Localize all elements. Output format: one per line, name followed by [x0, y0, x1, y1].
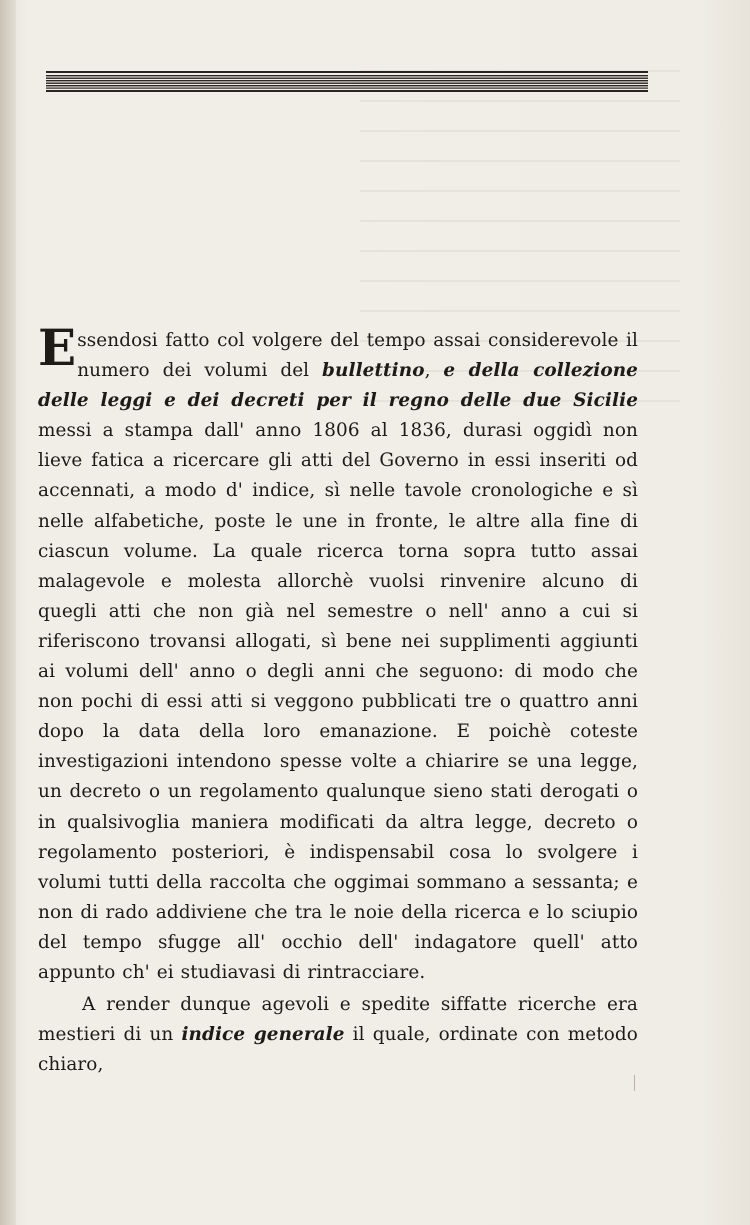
paragraph-1-text-b: , — [424, 360, 444, 382]
italic-bullettino: bullettino — [322, 360, 425, 382]
margin-mark — [634, 1075, 635, 1091]
paragraph-2-text-b: il quale, ordinate con metodo chiaro, — [38, 1024, 638, 1076]
italic-indice-generale: indice generale — [181, 1024, 345, 1046]
binding-edge — [0, 0, 16, 1225]
paragraph-1-text-c: messi a stampa dall' anno 1806 al 1836, durasi oggidì non lieve fatica a ricercare gli atti del Governo in essi inseriti od accennati, a modo d' indice, sì nelle tavole cronologiche e sì nelle alfabetiche, poste le une in fronte, le altre alla fine di ciascun volume. La quale ricerca torna sopra tutto assai malagevole e molesta allorchè vuolsi rinvenire alcuno di quegli atti che non già nel semestre o nell' anno a cui si riferiscono trovansi allogati, sì bene nei supplimenti aggiunti ai volumi dell' anno o degli anni che seguono: di modo che non pochi di essi atti si veggono pubblicati tre o quattro anni dopo la data della loro emanazione. E poichè coteste investigazioni intendono spesse volte a chiarire se una legge, un decreto o un regolamento qualunque sieno stati derogati o in qualsivoglia maniera modificati da altra legge, decreto o regolamento posteriori, è indispensabil cosa lo svolgere i volumi tutti della raccolta che oggimai sommano a sessanta; e non di rado addiviene che tra le noie della ricerca e lo sciupio del tempo sfugge all' occhio dell' indagatore quell' atto appunto ch' ei studiavasi di rintracciare. — [38, 420, 638, 983]
paragraph-2-text-a: A render dunque agevoli e spedite siffatte ricerche era mestieri di un — [38, 994, 638, 1046]
italic-collection-title: e della collezione delle leggi e dei decreti per il regno delle due Sicilie — [38, 360, 638, 412]
drop-cap: E — [38, 318, 77, 377]
body-text — [38, 318, 638, 1080]
paragraph-2 — [38, 990, 638, 1080]
paragraph-1-text-a: ssendosi fatto col volgere del tempo assai considerevole il numero dei volumi del — [77, 330, 638, 382]
paragraph-1 — [38, 318, 638, 988]
ornamental-header-rule — [46, 71, 648, 92]
